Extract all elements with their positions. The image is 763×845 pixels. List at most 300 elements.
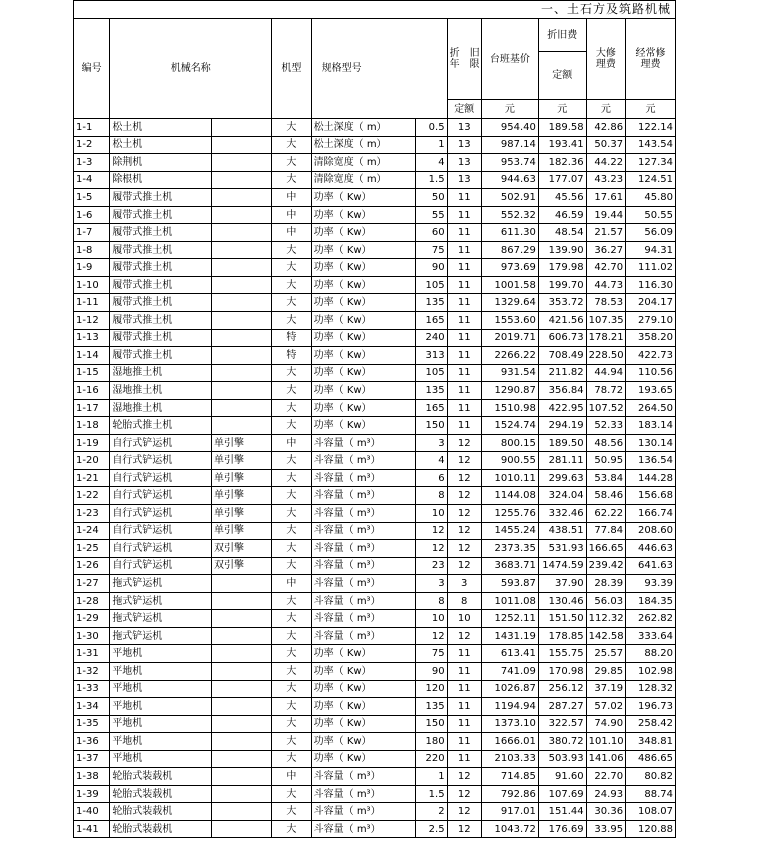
cell-code: 1-5 bbox=[74, 189, 110, 207]
cell-maintenance: 258.42 bbox=[626, 715, 676, 733]
header-code: 编号 bbox=[74, 19, 110, 119]
cell-price: 613.41 bbox=[481, 645, 538, 663]
cell-code: 1-19 bbox=[74, 434, 110, 452]
cell-price: 917.01 bbox=[481, 803, 538, 821]
cell-price: 1431.19 bbox=[481, 627, 538, 645]
cell-name: 平地机 bbox=[110, 698, 212, 716]
cell-overhaul: 74.90 bbox=[586, 715, 625, 733]
cell-life: 11 bbox=[447, 189, 481, 207]
cell-life: 12 bbox=[447, 540, 481, 558]
cell-spec: 松土深度（ m） bbox=[311, 136, 416, 154]
table-row bbox=[74, 505, 676, 523]
cell-overhaul: 52.33 bbox=[586, 417, 625, 435]
cell-code: 1-11 bbox=[74, 294, 110, 312]
cell-depreciation: 353.72 bbox=[538, 294, 586, 312]
cell-size: 3 bbox=[416, 434, 447, 452]
cell-engine bbox=[212, 119, 272, 137]
cell-maintenance: 128.32 bbox=[626, 680, 676, 698]
table-row bbox=[74, 785, 676, 803]
table-row bbox=[74, 645, 676, 663]
cell-size: 1 bbox=[416, 136, 447, 154]
cell-size: 1.5 bbox=[416, 785, 447, 803]
cell-price: 987.14 bbox=[481, 136, 538, 154]
cell-name: 轮胎式装载机 bbox=[110, 803, 212, 821]
cell-type: 大 bbox=[272, 364, 311, 382]
cell-engine bbox=[212, 154, 272, 172]
cell-code: 1-30 bbox=[74, 627, 110, 645]
cell-type: 特 bbox=[272, 347, 311, 365]
table-row bbox=[74, 399, 676, 417]
cell-name: 自行式铲运机 bbox=[110, 522, 212, 540]
cell-code: 1-8 bbox=[74, 241, 110, 259]
cell-spec: 功率（ Kw） bbox=[311, 698, 416, 716]
cell-name: 平地机 bbox=[110, 733, 212, 751]
cell-spec: 功率（ Kw） bbox=[311, 750, 416, 768]
cell-maintenance: 143.54 bbox=[626, 136, 676, 154]
cell-engine bbox=[212, 715, 272, 733]
table-row bbox=[74, 364, 676, 382]
cell-overhaul: 44.22 bbox=[586, 154, 625, 172]
cell-engine: 单引擎 bbox=[212, 522, 272, 540]
header-price: 台班基价 bbox=[481, 19, 538, 100]
cell-price: 1455.24 bbox=[481, 522, 538, 540]
cell-size: 60 bbox=[416, 224, 447, 242]
cell-type: 大 bbox=[272, 627, 311, 645]
cell-engine bbox=[212, 171, 272, 189]
cell-depreciation: 281.11 bbox=[538, 452, 586, 470]
table-row bbox=[74, 329, 676, 347]
cell-engine bbox=[212, 382, 272, 400]
cell-maintenance: 279.10 bbox=[626, 312, 676, 330]
cell-depreciation: 48.54 bbox=[538, 224, 586, 242]
cell-price: 1290.87 bbox=[481, 382, 538, 400]
cell-maintenance: 196.73 bbox=[626, 698, 676, 716]
header-spec: 规格型号 bbox=[311, 19, 447, 119]
cell-spec: 功率（ Kw） bbox=[311, 259, 416, 277]
cell-overhaul: 44.94 bbox=[586, 364, 625, 382]
cell-life: 11 bbox=[447, 645, 481, 663]
cell-name: 自行式铲运机 bbox=[110, 505, 212, 523]
unit-maintenance: 元 bbox=[626, 100, 676, 119]
cell-type: 大 bbox=[272, 680, 311, 698]
cell-engine bbox=[212, 680, 272, 698]
cell-price: 502.91 bbox=[481, 189, 538, 207]
cell-name: 湿地推土机 bbox=[110, 382, 212, 400]
cell-overhaul: 78.72 bbox=[586, 382, 625, 400]
cell-code: 1-35 bbox=[74, 715, 110, 733]
cell-type: 大 bbox=[272, 698, 311, 716]
cell-code: 1-22 bbox=[74, 487, 110, 505]
cell-depreciation: 211.82 bbox=[538, 364, 586, 382]
cell-engine: 双引擎 bbox=[212, 540, 272, 558]
cell-price: 1252.11 bbox=[481, 610, 538, 628]
cell-spec: 斗容量（ m³） bbox=[311, 785, 416, 803]
cell-size: 4 bbox=[416, 452, 447, 470]
cell-code: 1-17 bbox=[74, 399, 110, 417]
cell-type: 大 bbox=[272, 417, 311, 435]
table-row bbox=[74, 452, 676, 470]
cell-spec: 功率（ Kw） bbox=[311, 364, 416, 382]
cell-spec: 功率（ Kw） bbox=[311, 312, 416, 330]
cell-engine bbox=[212, 698, 272, 716]
cell-type: 大 bbox=[272, 259, 311, 277]
cell-depreciation: 287.27 bbox=[538, 698, 586, 716]
cell-type: 大 bbox=[272, 820, 311, 838]
table-row bbox=[74, 224, 676, 242]
cell-maintenance: 333.64 bbox=[626, 627, 676, 645]
cell-price: 1026.87 bbox=[481, 680, 538, 698]
cell-engine: 单引擎 bbox=[212, 505, 272, 523]
cell-price: 741.09 bbox=[481, 662, 538, 680]
cell-engine bbox=[212, 733, 272, 751]
cell-type: 大 bbox=[272, 750, 311, 768]
cell-life: 11 bbox=[447, 698, 481, 716]
header-maintenance-line1: 经常修 bbox=[635, 48, 666, 59]
cell-engine bbox=[212, 627, 272, 645]
table-row bbox=[74, 627, 676, 645]
cell-depreciation: 176.69 bbox=[538, 820, 586, 838]
cell-life: 12 bbox=[447, 487, 481, 505]
cell-life: 11 bbox=[447, 329, 481, 347]
cell-spec: 斗容量（ m³） bbox=[311, 434, 416, 452]
cell-size: 4 bbox=[416, 154, 447, 172]
cell-depreciation: 189.50 bbox=[538, 434, 586, 452]
cell-name: 履带式推土机 bbox=[110, 312, 212, 330]
table-row bbox=[74, 206, 676, 224]
cell-maintenance: 94.31 bbox=[626, 241, 676, 259]
cell-overhaul: 43.23 bbox=[586, 171, 625, 189]
cell-overhaul: 107.35 bbox=[586, 312, 625, 330]
cell-engine bbox=[212, 241, 272, 259]
cell-depreciation: 37.90 bbox=[538, 575, 586, 593]
cell-life: 13 bbox=[447, 154, 481, 172]
cell-size: 2 bbox=[416, 803, 447, 821]
cell-name: 自行式铲运机 bbox=[110, 434, 212, 452]
cell-maintenance: 127.34 bbox=[626, 154, 676, 172]
header-life-line2: 年 限 bbox=[449, 59, 480, 70]
cell-size: 105 bbox=[416, 276, 447, 294]
table-row bbox=[74, 662, 676, 680]
cell-code: 1-3 bbox=[74, 154, 110, 172]
header-type: 机型 bbox=[272, 19, 311, 119]
cell-overhaul: 30.36 bbox=[586, 803, 625, 821]
cell-size: 50 bbox=[416, 189, 447, 207]
cell-size: 2.5 bbox=[416, 820, 447, 838]
table-row bbox=[74, 575, 676, 593]
cell-overhaul: 42.86 bbox=[586, 119, 625, 137]
cell-spec: 功率（ Kw） bbox=[311, 294, 416, 312]
cell-price: 953.74 bbox=[481, 154, 538, 172]
cell-life: 11 bbox=[447, 364, 481, 382]
cell-overhaul: 17.61 bbox=[586, 189, 625, 207]
cell-maintenance: 156.68 bbox=[626, 487, 676, 505]
cell-maintenance: 120.88 bbox=[626, 820, 676, 838]
cell-depreciation: 421.56 bbox=[538, 312, 586, 330]
cell-overhaul: 19.44 bbox=[586, 206, 625, 224]
cell-code: 1-24 bbox=[74, 522, 110, 540]
cell-name: 履带式推土机 bbox=[110, 329, 212, 347]
cell-overhaul: 77.84 bbox=[586, 522, 625, 540]
cell-spec: 斗容量（ m³） bbox=[311, 522, 416, 540]
cell-maintenance: 88.74 bbox=[626, 785, 676, 803]
cell-depreciation: 139.90 bbox=[538, 241, 586, 259]
cell-maintenance: 193.65 bbox=[626, 382, 676, 400]
cell-life: 11 bbox=[447, 224, 481, 242]
cell-depreciation: 155.75 bbox=[538, 645, 586, 663]
cell-engine bbox=[212, 417, 272, 435]
cell-depreciation: 177.07 bbox=[538, 171, 586, 189]
cell-overhaul: 48.56 bbox=[586, 434, 625, 452]
unit-life: 定额 bbox=[447, 100, 481, 119]
cell-type: 大 bbox=[272, 171, 311, 189]
cell-size: 150 bbox=[416, 715, 447, 733]
cell-code: 1-28 bbox=[74, 592, 110, 610]
cell-price: 900.55 bbox=[481, 452, 538, 470]
cell-type: 大 bbox=[272, 785, 311, 803]
cell-type: 大 bbox=[272, 715, 311, 733]
cell-name: 拖式铲运机 bbox=[110, 627, 212, 645]
cell-size: 75 bbox=[416, 241, 447, 259]
cell-spec: 斗容量（ m³） bbox=[311, 803, 416, 821]
cell-name: 平地机 bbox=[110, 645, 212, 663]
cell-depreciation: 199.70 bbox=[538, 276, 586, 294]
cell-name: 松土机 bbox=[110, 136, 212, 154]
cell-overhaul: 141.06 bbox=[586, 750, 625, 768]
cell-code: 1-7 bbox=[74, 224, 110, 242]
table-row bbox=[74, 540, 676, 558]
cell-size: 10 bbox=[416, 610, 447, 628]
cell-spec: 斗容量（ m³） bbox=[311, 557, 416, 575]
cell-maintenance: 56.09 bbox=[626, 224, 676, 242]
cell-maintenance: 80.82 bbox=[626, 768, 676, 786]
cell-price: 800.15 bbox=[481, 434, 538, 452]
table-row bbox=[74, 259, 676, 277]
cell-engine: 单引擎 bbox=[212, 487, 272, 505]
cell-type: 大 bbox=[272, 540, 311, 558]
cell-engine bbox=[212, 750, 272, 768]
cell-maintenance: 136.54 bbox=[626, 452, 676, 470]
cell-depreciation: 107.69 bbox=[538, 785, 586, 803]
cell-depreciation: 380.72 bbox=[538, 733, 586, 751]
cell-name: 拖式铲运机 bbox=[110, 575, 212, 593]
cell-size: 120 bbox=[416, 680, 447, 698]
cell-spec: 斗容量（ m³） bbox=[311, 487, 416, 505]
cell-depreciation: 438.51 bbox=[538, 522, 586, 540]
cell-overhaul: 50.37 bbox=[586, 136, 625, 154]
cell-maintenance: 50.55 bbox=[626, 206, 676, 224]
cell-life: 12 bbox=[447, 785, 481, 803]
cell-type: 中 bbox=[272, 768, 311, 786]
cell-size: 135 bbox=[416, 294, 447, 312]
cell-size: 1 bbox=[416, 768, 447, 786]
table-row bbox=[74, 171, 676, 189]
cell-code: 1-6 bbox=[74, 206, 110, 224]
cell-size: 135 bbox=[416, 698, 447, 716]
cell-engine bbox=[212, 803, 272, 821]
cell-size: 12 bbox=[416, 540, 447, 558]
cell-life: 13 bbox=[447, 136, 481, 154]
cell-type: 大 bbox=[272, 294, 311, 312]
cell-engine bbox=[212, 206, 272, 224]
header-quota: 定额 bbox=[538, 52, 586, 100]
cell-spec: 功率（ Kw） bbox=[311, 417, 416, 435]
cell-price: 1666.01 bbox=[481, 733, 538, 751]
cell-overhaul: 239.42 bbox=[586, 557, 625, 575]
cell-spec: 功率（ Kw） bbox=[311, 224, 416, 242]
cell-depreciation: 91.60 bbox=[538, 768, 586, 786]
cell-maintenance: 116.30 bbox=[626, 276, 676, 294]
cell-size: 55 bbox=[416, 206, 447, 224]
cell-type: 大 bbox=[272, 382, 311, 400]
cell-overhaul: 178.21 bbox=[586, 329, 625, 347]
cell-name: 履带式推土机 bbox=[110, 347, 212, 365]
cell-price: 552.32 bbox=[481, 206, 538, 224]
cell-name: 自行式铲运机 bbox=[110, 487, 212, 505]
cell-engine bbox=[212, 399, 272, 417]
cell-price: 2103.33 bbox=[481, 750, 538, 768]
cell-type: 中 bbox=[272, 189, 311, 207]
cell-engine: 单引擎 bbox=[212, 469, 272, 487]
cell-size: 8 bbox=[416, 487, 447, 505]
cell-code: 1-21 bbox=[74, 469, 110, 487]
cell-price: 2373.35 bbox=[481, 540, 538, 558]
cell-code: 1-31 bbox=[74, 645, 110, 663]
cell-spec: 功率（ Kw） bbox=[311, 189, 416, 207]
cell-price: 1010.11 bbox=[481, 469, 538, 487]
table-row bbox=[74, 347, 676, 365]
cell-maintenance: 183.14 bbox=[626, 417, 676, 435]
cell-depreciation: 189.58 bbox=[538, 119, 586, 137]
cell-type: 中 bbox=[272, 224, 311, 242]
cell-name: 自行式铲运机 bbox=[110, 540, 212, 558]
cell-price: 1524.74 bbox=[481, 417, 538, 435]
header-maintenance-line2: 理费 bbox=[640, 59, 661, 70]
cell-name: 湿地推土机 bbox=[110, 399, 212, 417]
table-row bbox=[74, 750, 676, 768]
cell-price: 1329.64 bbox=[481, 294, 538, 312]
cell-life: 11 bbox=[447, 662, 481, 680]
cell-name: 松土机 bbox=[110, 119, 212, 137]
cell-life: 3 bbox=[447, 575, 481, 593]
cell-size: 165 bbox=[416, 399, 447, 417]
cell-depreciation: 299.63 bbox=[538, 469, 586, 487]
cell-overhaul: 50.95 bbox=[586, 452, 625, 470]
cell-name: 自行式铲运机 bbox=[110, 557, 212, 575]
table-row bbox=[74, 434, 676, 452]
cell-life: 11 bbox=[447, 417, 481, 435]
cell-overhaul: 22.70 bbox=[586, 768, 625, 786]
cell-name: 履带式推土机 bbox=[110, 206, 212, 224]
header-depreciation: 折旧费 bbox=[538, 19, 586, 52]
cell-name: 平地机 bbox=[110, 680, 212, 698]
cell-overhaul: 62.22 bbox=[586, 505, 625, 523]
cell-type: 大 bbox=[272, 592, 311, 610]
cell-depreciation: 606.73 bbox=[538, 329, 586, 347]
cell-overhaul: 58.46 bbox=[586, 487, 625, 505]
cell-code: 1-27 bbox=[74, 575, 110, 593]
cell-type: 大 bbox=[272, 452, 311, 470]
cell-size: 12 bbox=[416, 522, 447, 540]
cell-price: 973.69 bbox=[481, 259, 538, 277]
cell-code: 1-12 bbox=[74, 312, 110, 330]
cell-maintenance: 124.51 bbox=[626, 171, 676, 189]
cell-price: 944.63 bbox=[481, 171, 538, 189]
cell-spec: 功率（ Kw） bbox=[311, 206, 416, 224]
cell-price: 3683.71 bbox=[481, 557, 538, 575]
cell-type: 中 bbox=[272, 206, 311, 224]
cell-maintenance: 641.63 bbox=[626, 557, 676, 575]
cell-spec: 松土深度（ m） bbox=[311, 119, 416, 137]
table-row bbox=[74, 276, 676, 294]
cell-life: 11 bbox=[447, 294, 481, 312]
cell-maintenance: 184.35 bbox=[626, 592, 676, 610]
cell-price: 1194.94 bbox=[481, 698, 538, 716]
cell-code: 1-36 bbox=[74, 733, 110, 751]
cell-code: 1-38 bbox=[74, 768, 110, 786]
cell-code: 1-34 bbox=[74, 698, 110, 716]
header-maintenance bbox=[626, 19, 676, 100]
cell-name: 轮胎式装载机 bbox=[110, 820, 212, 838]
cell-life: 11 bbox=[447, 276, 481, 294]
cell-engine bbox=[212, 575, 272, 593]
cell-life: 12 bbox=[447, 803, 481, 821]
title-row bbox=[74, 1, 676, 19]
cell-life: 12 bbox=[447, 452, 481, 470]
cell-size: 313 bbox=[416, 347, 447, 365]
cell-depreciation: 46.59 bbox=[538, 206, 586, 224]
cell-type: 大 bbox=[272, 119, 311, 137]
cell-overhaul: 29.85 bbox=[586, 662, 625, 680]
cell-code: 1-9 bbox=[74, 259, 110, 277]
cell-depreciation: 322.57 bbox=[538, 715, 586, 733]
cell-maintenance: 262.82 bbox=[626, 610, 676, 628]
cell-type: 大 bbox=[272, 469, 311, 487]
cell-maintenance: 88.20 bbox=[626, 645, 676, 663]
cell-type: 特 bbox=[272, 329, 311, 347]
cell-depreciation: 294.19 bbox=[538, 417, 586, 435]
cell-spec: 斗容量（ m³） bbox=[311, 610, 416, 628]
cell-size: 6 bbox=[416, 469, 447, 487]
cell-name: 自行式铲运机 bbox=[110, 469, 212, 487]
cell-engine bbox=[212, 364, 272, 382]
cell-engine bbox=[212, 768, 272, 786]
cell-maintenance: 166.74 bbox=[626, 505, 676, 523]
header-overhaul bbox=[586, 19, 625, 100]
cell-life: 11 bbox=[447, 733, 481, 751]
cell-life: 11 bbox=[447, 259, 481, 277]
cell-maintenance: 122.14 bbox=[626, 119, 676, 137]
cell-spec: 功率（ Kw） bbox=[311, 276, 416, 294]
cell-name: 履带式推土机 bbox=[110, 241, 212, 259]
cell-overhaul: 25.57 bbox=[586, 645, 625, 663]
cell-overhaul: 228.50 bbox=[586, 347, 625, 365]
cell-depreciation: 151.44 bbox=[538, 803, 586, 821]
cell-overhaul: 101.10 bbox=[586, 733, 625, 751]
cell-type: 大 bbox=[272, 522, 311, 540]
cell-spec: 斗容量（ m³） bbox=[311, 768, 416, 786]
cell-price: 954.40 bbox=[481, 119, 538, 137]
cell-maintenance: 111.02 bbox=[626, 259, 676, 277]
cell-engine bbox=[212, 294, 272, 312]
cell-depreciation: 1474.59 bbox=[538, 557, 586, 575]
cell-life: 12 bbox=[447, 557, 481, 575]
unit-overhaul: 元 bbox=[586, 100, 625, 119]
cell-size: 12 bbox=[416, 627, 447, 645]
cell-maintenance: 208.60 bbox=[626, 522, 676, 540]
cell-name: 履带式推土机 bbox=[110, 189, 212, 207]
cell-code: 1-41 bbox=[74, 820, 110, 838]
cell-type: 大 bbox=[272, 662, 311, 680]
